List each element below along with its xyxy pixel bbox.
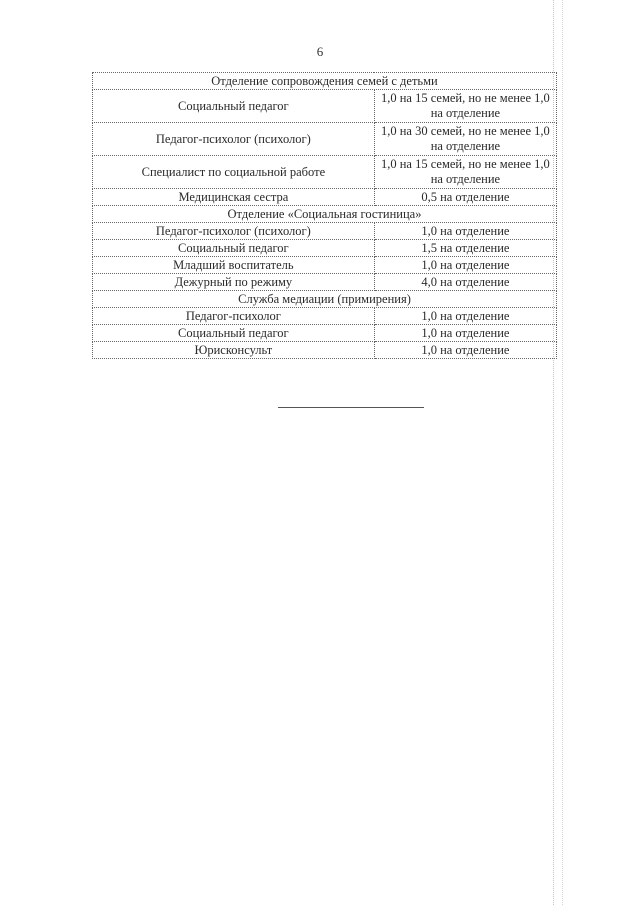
- position-cell: Педагог-психолог (психолог): [93, 123, 375, 156]
- norm-cell: 1,0 на отделение: [374, 325, 556, 342]
- norm-cell: 1,0 на отделение: [374, 308, 556, 325]
- closing-rule: [278, 407, 424, 408]
- position-cell: Педагог-психолог (психолог): [93, 223, 375, 240]
- table-row: [93, 123, 557, 156]
- norm-cell: 1,0 на 15 семей, но не менее 1,0 на отделение: [374, 156, 556, 189]
- norm-cell: 1,0 на 15 семей, но не менее 1,0 на отделение: [374, 90, 556, 123]
- page-number: 6: [316, 44, 324, 59]
- table-row: [93, 240, 557, 257]
- position-cell: Медицинская сестра: [93, 189, 375, 206]
- section-title: Отделение «Социальная гостиница»: [93, 206, 557, 223]
- norm-cell: 1,5 на отделение: [374, 240, 556, 257]
- section-header-row: [93, 206, 557, 223]
- position-cell: Младший воспитатель: [93, 257, 375, 274]
- norm-cell: 1,0 на отделение: [374, 223, 556, 240]
- table-row: [93, 325, 557, 342]
- norm-cell: 1,0 на отделение: [374, 342, 556, 359]
- section-header-row: [93, 73, 557, 90]
- section-title: Отделение сопровождения семей с детьми: [93, 73, 557, 90]
- table-row: [93, 342, 557, 359]
- table-row: [93, 257, 557, 274]
- position-cell: Дежурный по режиму: [93, 274, 375, 291]
- norm-cell: 4,0 на отделение: [374, 274, 556, 291]
- position-cell: Социальный педагог: [93, 90, 375, 123]
- table-row: [93, 90, 557, 123]
- scan-margin-line: [553, 0, 563, 905]
- section-header-row: [93, 291, 557, 308]
- position-cell: Юрисконсульт: [93, 342, 375, 359]
- position-cell: Педагог-психолог: [93, 308, 375, 325]
- table-row: [93, 156, 557, 189]
- table-row: [93, 223, 557, 240]
- table-row: [93, 308, 557, 325]
- table-row: [93, 189, 557, 206]
- norm-cell: 1,0 на отделение: [374, 257, 556, 274]
- table-row: [93, 274, 557, 291]
- position-cell: Социальный педагог: [93, 325, 375, 342]
- staffing-table: [92, 72, 557, 359]
- norm-cell: 1,0 на 30 семей, но не менее 1,0 на отделение: [374, 123, 556, 156]
- section-title: Служба медиации (примирения): [93, 291, 557, 308]
- norm-cell: 0,5 на отделение: [374, 189, 556, 206]
- position-cell: Специалист по социальной работе: [93, 156, 375, 189]
- position-cell: Социальный педагог: [93, 240, 375, 257]
